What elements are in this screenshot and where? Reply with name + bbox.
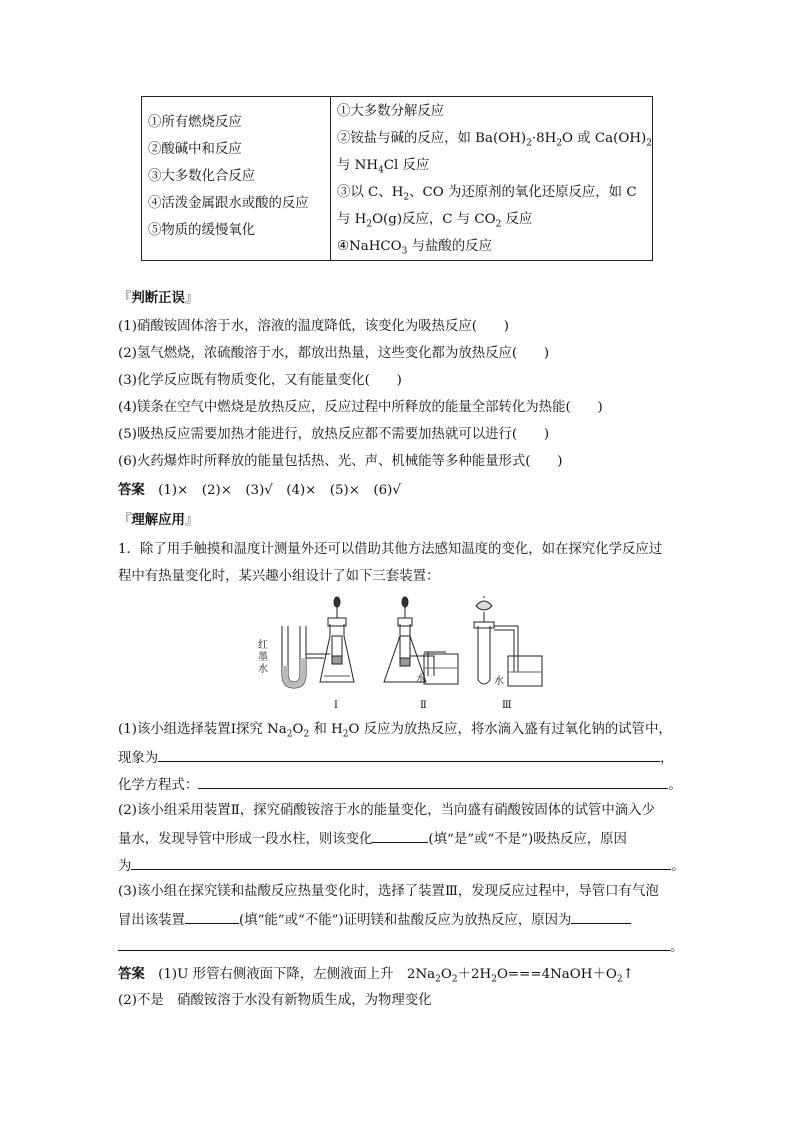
judge-item: (2)氢气燃烧，浓硫酸溶于水，都放出热量，这些变化都为放热反应( ): [118, 346, 550, 361]
right-line: ④NaHCO$_3$ 与盐酸的反应: [337, 239, 492, 257]
apparatus-figure: [250, 596, 560, 714]
apparatus-2: [384, 597, 458, 684]
answer-blank[interactable]: [372, 828, 428, 843]
left-item: ③大多数化合反应: [148, 169, 256, 184]
left-item: ②酸碱中和反应: [148, 142, 242, 157]
answer-blank[interactable]: [118, 936, 670, 951]
judge-item: (1)硝酸铵固体溶于水，溶液的温度降低，该变化为吸热反应( ): [118, 319, 509, 334]
label-ink: 墨: [258, 652, 268, 663]
answer-line-1: 答案 (1)U 形管右侧液面下降，左侧液面上升 $2Na_2O_2+2H_2O===4NaOH+O_2↑$: [118, 966, 634, 985]
label-water: 水: [258, 664, 268, 675]
apparatus-diagram: [250, 596, 560, 714]
right-line: ①大多数分解反应: [337, 104, 445, 119]
answer-label: 答案: [118, 966, 145, 982]
judge-answer: [118, 480, 401, 501]
left-item: ④活泼金属跟水或酸的反应: [148, 196, 309, 211]
answer-blank[interactable]: [571, 909, 631, 924]
part-1-equation-line: 化学方程式： 。: [118, 774, 682, 796]
caption-2: Ⅱ: [420, 700, 427, 711]
answer-blank[interactable]: [185, 909, 239, 924]
answer-text: (1)× (2)× (3)√ (4)× (5)× (6)√: [158, 483, 401, 498]
judge-item: (6)火药爆炸时所释放的能量包括热、光、声、机械能等多种能量形式( ): [118, 454, 563, 469]
right-line: 与 $H_2O(g)$反应，C 与 $CO_2$ 反应: [337, 212, 533, 230]
left-item: ①所有燃烧反应: [148, 115, 242, 130]
exothermic-cell: [142, 97, 331, 261]
caption-1: Ⅰ: [334, 700, 338, 711]
answer-line-2: (2)不是 硝酸铵溶于水没有新物质生成，为物理变化: [118, 993, 432, 1008]
label-water-3: 水: [494, 676, 504, 687]
label-water-2: 水: [416, 674, 426, 685]
apply-heading: 『理解应用』: [118, 512, 199, 528]
judge-item: (4)镁条在空气中燃烧是放热反应，反应过程中所释放的能量全部转化为热能( ): [118, 400, 603, 415]
question-1-line: 1．除了用手触摸和温度计测量外还可以借助其他方法感知温度的变化，如在探究化学反应过: [118, 542, 663, 557]
apparatus-3: [474, 596, 542, 686]
part-3-line: (3)该小组在探究镁和盐酸反应热量变化时，选择了装置Ⅲ，发现反应过程中，导管口有气泡: [118, 884, 659, 899]
label-red: 红: [258, 640, 268, 651]
right-line: ③以 C、$H_2$、CO 为还原剂的氧化还原反应，如 C: [337, 185, 637, 203]
answer-blank[interactable]: [131, 855, 671, 870]
answer-label: 答案: [118, 482, 145, 498]
part-3-reason-line: 。: [118, 936, 683, 958]
judge-item: (3)化学反应既有物质变化，又有能量变化( ): [118, 373, 402, 388]
endothermic-cell: [331, 97, 653, 261]
left-item: ⑤物质的缓慢氧化: [148, 223, 256, 238]
part-2-line: 量水，发现导管中形成一段水柱，则该变化 (填“是”或“不是”)吸热反应，原因: [118, 828, 627, 850]
judge-heading: 『判断正误』: [118, 290, 199, 306]
question-1-line: 程中有热量变化时，某兴趣小组设计了如下三套装置：: [118, 569, 440, 584]
caption-3: Ⅲ: [502, 700, 512, 711]
part-2-reason-line: 为 。: [118, 855, 685, 877]
part-1-line: (1)该小组选择装置Ⅰ探究 $Na_2O_2$ 和 $H_2O$ 反应为放热反应，将水滴入盛有过氧化钠的试管中，: [118, 722, 672, 740]
part-2-line: (2)该小组采用装置Ⅱ，探究硝酸铵溶于水的能量变化，当向盛有硝酸铵固体的试管中滴入少: [118, 803, 655, 818]
apparatus-1: [282, 597, 354, 688]
answer-blank[interactable]: [158, 747, 660, 762]
right-line: ②铵盐与碱的反应，如 $Ba(OH)_2\cdot 8H_2O$ 或 $Ca(OH)_2$: [337, 131, 652, 149]
judge-item: (5)吸热反应需要加热才能进行，放热反应都不需要加热就可以进行( ): [118, 427, 550, 442]
reaction-type-table: [141, 96, 653, 261]
answer-blank[interactable]: [198, 774, 668, 789]
right-line: 与 $NH_4Cl$ 反应: [337, 158, 430, 176]
part-1-blank-line: 现象为 ，: [118, 747, 674, 769]
part-3-line: 冒出该装置 (填“能”或“不能”)证明镁和盐酸反应为放热反应，原因为: [118, 909, 631, 931]
